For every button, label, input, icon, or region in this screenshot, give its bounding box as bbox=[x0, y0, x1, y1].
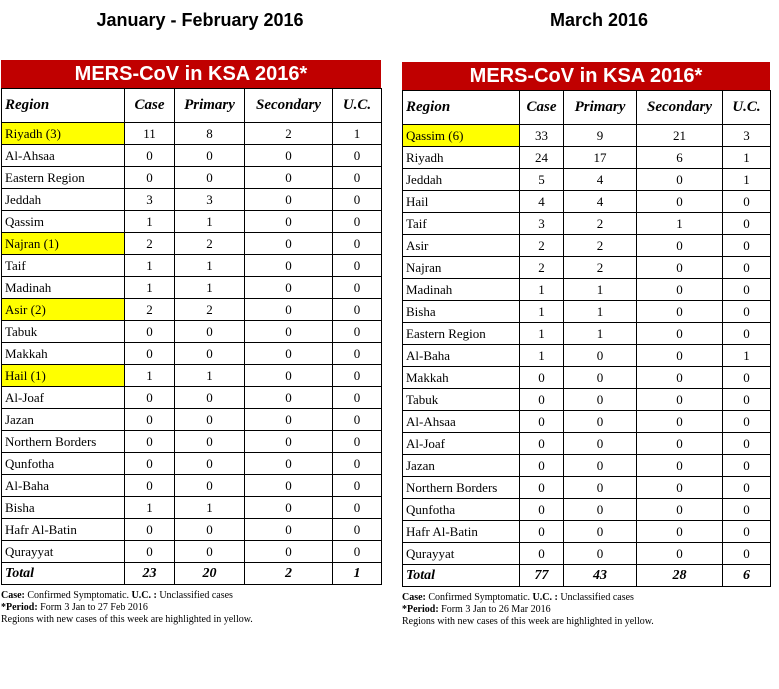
primary-cell: 8 bbox=[175, 123, 245, 145]
uc-cell: 0 bbox=[723, 213, 771, 235]
primary-cell: 2 bbox=[564, 213, 637, 235]
uc-cell: 0 bbox=[333, 387, 382, 409]
case-cell: 0 bbox=[125, 431, 175, 453]
uc-cell: 0 bbox=[723, 521, 771, 543]
case-cell: 5 bbox=[520, 169, 564, 191]
secondary-cell: 0 bbox=[637, 191, 723, 213]
region-cell: Makkah bbox=[2, 343, 125, 365]
region-cell: Riyadh bbox=[403, 147, 520, 169]
primary-cell: 0 bbox=[564, 345, 637, 367]
secondary-cell: 0 bbox=[245, 365, 333, 387]
primary-cell: 0 bbox=[564, 477, 637, 499]
col-header-uc: U.C. bbox=[723, 91, 771, 125]
table-row bbox=[403, 433, 771, 455]
table-row bbox=[403, 411, 771, 433]
region-cell: Bisha bbox=[403, 301, 520, 323]
case-cell: 0 bbox=[125, 519, 175, 541]
primary-cell: 2 bbox=[175, 299, 245, 321]
region-cell: Hafr Al-Batin bbox=[403, 521, 520, 543]
table-row bbox=[403, 169, 771, 191]
primary-cell: 1 bbox=[175, 365, 245, 387]
table-row bbox=[403, 301, 771, 323]
case-cell: 0 bbox=[125, 321, 175, 343]
region-cell: Jeddah bbox=[403, 169, 520, 191]
region-cell: Al-Joaf bbox=[2, 387, 125, 409]
col-header-case: Case bbox=[520, 91, 564, 125]
case-cell: 2 bbox=[125, 299, 175, 321]
case-cell: 0 bbox=[520, 367, 564, 389]
footnote-uc-text: Unclassified cases bbox=[156, 590, 233, 601]
region-cell: Qurayyat bbox=[403, 543, 520, 565]
region-cell: Tabuk bbox=[2, 321, 125, 343]
secondary-cell: 0 bbox=[637, 257, 723, 279]
table-row bbox=[2, 519, 382, 541]
primary-cell: 9 bbox=[564, 125, 637, 147]
uc-cell: 0 bbox=[723, 279, 771, 301]
right-footnote bbox=[402, 592, 770, 628]
table-row bbox=[403, 147, 771, 169]
primary-cell: 1 bbox=[175, 255, 245, 277]
secondary-cell: 0 bbox=[245, 189, 333, 211]
region-cell: Eastern Region bbox=[403, 323, 520, 345]
case-cell: 1 bbox=[125, 277, 175, 299]
primary-cell: 0 bbox=[175, 541, 245, 563]
left-panel bbox=[1, 60, 381, 626]
region-cell: Eastern Region bbox=[2, 167, 125, 189]
footnote-highlight-note: Regions with new cases of this week are highlighted in yellow. bbox=[1, 614, 253, 625]
uc-cell: 0 bbox=[723, 477, 771, 499]
case-cell: 33 bbox=[520, 125, 564, 147]
case-cell: 1 bbox=[125, 255, 175, 277]
region-cell: Madinah bbox=[403, 279, 520, 301]
table-row bbox=[403, 345, 771, 367]
table-row bbox=[2, 365, 382, 387]
table-row bbox=[403, 367, 771, 389]
table-row bbox=[403, 279, 771, 301]
uc-cell: 0 bbox=[723, 367, 771, 389]
table-row bbox=[2, 387, 382, 409]
primary-cell: 0 bbox=[564, 433, 637, 455]
footnote-uc-label: U.C. : bbox=[532, 592, 558, 603]
secondary-cell: 0 bbox=[245, 431, 333, 453]
case-cell: 1 bbox=[125, 497, 175, 519]
left-banner: MERS-CoV in KSA 2016* bbox=[1, 60, 381, 88]
uc-cell: 0 bbox=[333, 299, 382, 321]
col-header-region: Region bbox=[403, 91, 520, 125]
secondary-cell: 0 bbox=[637, 301, 723, 323]
col-header-primary: Primary bbox=[564, 91, 637, 125]
case-cell: 2 bbox=[520, 257, 564, 279]
right-header-row bbox=[403, 91, 771, 125]
uc-cell: 0 bbox=[333, 255, 382, 277]
footnote-case-label: Case: bbox=[1, 590, 25, 601]
secondary-cell: 0 bbox=[245, 453, 333, 475]
secondary-cell: 0 bbox=[245, 233, 333, 255]
region-cell: Madinah bbox=[2, 277, 125, 299]
case-cell: 1 bbox=[520, 301, 564, 323]
footnote-uc-label: U.C. : bbox=[131, 590, 157, 601]
secondary-cell: 6 bbox=[637, 147, 723, 169]
table-row bbox=[403, 125, 771, 147]
region-cell: Jazan bbox=[403, 455, 520, 477]
primary-cell: 0 bbox=[564, 521, 637, 543]
region-cell: Jeddah bbox=[2, 189, 125, 211]
left-footnote bbox=[1, 590, 381, 626]
region-cell: Northern Borders bbox=[2, 431, 125, 453]
table-row bbox=[403, 235, 771, 257]
secondary-cell: 0 bbox=[637, 499, 723, 521]
uc-cell: 0 bbox=[333, 189, 382, 211]
footnote-uc-text: Unclassified cases bbox=[557, 592, 634, 603]
right-table bbox=[402, 90, 771, 587]
uc-cell: 0 bbox=[723, 499, 771, 521]
uc-cell: 0 bbox=[723, 389, 771, 411]
table-row bbox=[403, 499, 771, 521]
region-cell: Asir bbox=[403, 235, 520, 257]
uc-cell: 0 bbox=[333, 211, 382, 233]
case-cell: 0 bbox=[520, 389, 564, 411]
secondary-cell: 0 bbox=[637, 345, 723, 367]
secondary-cell: 0 bbox=[637, 455, 723, 477]
region-cell: Hail bbox=[403, 191, 520, 213]
table-row bbox=[2, 167, 382, 189]
table-row bbox=[2, 321, 382, 343]
table-row bbox=[2, 123, 382, 145]
uc-cell: 0 bbox=[333, 475, 382, 497]
table-row bbox=[2, 145, 382, 167]
total-row bbox=[403, 565, 771, 587]
table-row bbox=[2, 211, 382, 233]
uc-cell: 0 bbox=[333, 321, 382, 343]
case-cell: 1 bbox=[125, 365, 175, 387]
region-cell: Qunfotha bbox=[403, 499, 520, 521]
primary-cell: 0 bbox=[175, 343, 245, 365]
primary-cell: 0 bbox=[175, 387, 245, 409]
uc-cell: 0 bbox=[333, 233, 382, 255]
col-header-secondary: Secondary bbox=[245, 89, 333, 123]
uc-cell: 1 bbox=[723, 147, 771, 169]
secondary-cell: 0 bbox=[245, 541, 333, 563]
table-row bbox=[403, 213, 771, 235]
primary-cell: 4 bbox=[564, 191, 637, 213]
left-heading: January - February 2016 bbox=[96, 10, 304, 30]
uc-cell: 0 bbox=[723, 323, 771, 345]
primary-cell: 2 bbox=[175, 233, 245, 255]
footnote-case-text: Confirmed Symptomatic. bbox=[24, 590, 132, 601]
col-header-case: Case bbox=[125, 89, 175, 123]
total-secondary: 2 bbox=[245, 563, 333, 585]
case-cell: 0 bbox=[520, 477, 564, 499]
case-cell: 3 bbox=[125, 189, 175, 211]
uc-cell: 3 bbox=[723, 125, 771, 147]
region-cell: Najran (1) bbox=[2, 233, 125, 255]
uc-cell: 0 bbox=[723, 235, 771, 257]
case-cell: 0 bbox=[125, 167, 175, 189]
secondary-cell: 0 bbox=[245, 343, 333, 365]
table-row bbox=[2, 189, 382, 211]
table-row bbox=[2, 409, 382, 431]
table-row bbox=[403, 455, 771, 477]
primary-cell: 0 bbox=[175, 519, 245, 541]
footnote-period-text: Form 3 Jan to 27 Feb 2016 bbox=[37, 602, 148, 613]
col-header-secondary: Secondary bbox=[637, 91, 723, 125]
secondary-cell: 0 bbox=[245, 519, 333, 541]
secondary-cell: 0 bbox=[637, 169, 723, 191]
uc-cell: 0 bbox=[723, 411, 771, 433]
primary-cell: 0 bbox=[175, 431, 245, 453]
secondary-cell: 0 bbox=[245, 409, 333, 431]
region-cell: Qurayyat bbox=[2, 541, 125, 563]
secondary-cell: 0 bbox=[245, 387, 333, 409]
total-secondary: 28 bbox=[637, 565, 723, 587]
case-cell: 0 bbox=[125, 409, 175, 431]
case-cell: 2 bbox=[125, 233, 175, 255]
uc-cell: 0 bbox=[723, 433, 771, 455]
secondary-cell: 0 bbox=[245, 475, 333, 497]
region-cell: Al-Joaf bbox=[403, 433, 520, 455]
primary-cell: 17 bbox=[564, 147, 637, 169]
secondary-cell: 0 bbox=[245, 167, 333, 189]
secondary-cell: 0 bbox=[637, 411, 723, 433]
case-cell: 0 bbox=[520, 499, 564, 521]
secondary-cell: 0 bbox=[637, 433, 723, 455]
uc-cell: 0 bbox=[333, 167, 382, 189]
primary-cell: 0 bbox=[175, 321, 245, 343]
uc-cell: 1 bbox=[333, 123, 382, 145]
secondary-cell: 0 bbox=[637, 543, 723, 565]
uc-cell: 0 bbox=[723, 257, 771, 279]
secondary-cell: 0 bbox=[637, 367, 723, 389]
case-cell: 0 bbox=[520, 411, 564, 433]
secondary-cell: 0 bbox=[637, 279, 723, 301]
right-heading: March 2016 bbox=[549, 10, 649, 30]
primary-cell: 0 bbox=[175, 453, 245, 475]
col-header-primary: Primary bbox=[175, 89, 245, 123]
footnote-period-text: Form 3 Jan to 26 Mar 2016 bbox=[438, 604, 551, 615]
region-cell: Qunfotha bbox=[2, 453, 125, 475]
region-cell: Najran bbox=[403, 257, 520, 279]
total-row bbox=[2, 563, 382, 585]
region-cell: Jazan bbox=[2, 409, 125, 431]
table-row bbox=[2, 431, 382, 453]
total-case: 77 bbox=[520, 565, 564, 587]
region-cell: Taif bbox=[403, 213, 520, 235]
case-cell: 1 bbox=[520, 279, 564, 301]
primary-cell: 2 bbox=[564, 257, 637, 279]
total-uc: 1 bbox=[333, 563, 382, 585]
footnote-case-text: Confirmed Symptomatic. bbox=[425, 592, 533, 603]
secondary-cell: 0 bbox=[637, 235, 723, 257]
primary-cell: 0 bbox=[564, 455, 637, 477]
primary-cell: 0 bbox=[175, 167, 245, 189]
primary-cell: 0 bbox=[564, 411, 637, 433]
table-row bbox=[403, 543, 771, 565]
table-row bbox=[2, 453, 382, 475]
total-primary: 43 bbox=[564, 565, 637, 587]
total-primary: 20 bbox=[175, 563, 245, 585]
region-cell: Al-Ahsaa bbox=[2, 145, 125, 167]
table-row bbox=[2, 233, 382, 255]
secondary-cell: 0 bbox=[245, 321, 333, 343]
region-cell: Al-Baha bbox=[2, 475, 125, 497]
primary-cell: 1 bbox=[564, 279, 637, 301]
table-row bbox=[403, 323, 771, 345]
region-cell: Taif bbox=[2, 255, 125, 277]
case-cell: 1 bbox=[520, 345, 564, 367]
total-label: Total bbox=[2, 563, 125, 585]
table-row bbox=[403, 389, 771, 411]
region-cell: Riyadh (3) bbox=[2, 123, 125, 145]
uc-cell: 0 bbox=[723, 543, 771, 565]
uc-cell: 0 bbox=[333, 409, 382, 431]
secondary-cell: 0 bbox=[245, 299, 333, 321]
region-cell: Qassim (6) bbox=[403, 125, 520, 147]
secondary-cell: 0 bbox=[245, 497, 333, 519]
case-cell: 0 bbox=[125, 541, 175, 563]
case-cell: 0 bbox=[125, 145, 175, 167]
primary-cell: 4 bbox=[564, 169, 637, 191]
primary-cell: 2 bbox=[564, 235, 637, 257]
secondary-cell: 21 bbox=[637, 125, 723, 147]
total-uc: 6 bbox=[723, 565, 771, 587]
case-cell: 0 bbox=[125, 387, 175, 409]
case-cell: 3 bbox=[520, 213, 564, 235]
uc-cell: 0 bbox=[333, 453, 382, 475]
table-row bbox=[2, 255, 382, 277]
primary-cell: 0 bbox=[564, 389, 637, 411]
primary-cell: 0 bbox=[564, 543, 637, 565]
case-cell: 0 bbox=[520, 433, 564, 455]
col-header-uc: U.C. bbox=[333, 89, 382, 123]
table-row bbox=[2, 497, 382, 519]
primary-cell: 0 bbox=[564, 499, 637, 521]
left-table bbox=[1, 88, 382, 585]
secondary-cell: 0 bbox=[245, 277, 333, 299]
case-cell: 11 bbox=[125, 123, 175, 145]
case-cell: 1 bbox=[520, 323, 564, 345]
total-label: Total bbox=[403, 565, 520, 587]
footnote-case-label: Case: bbox=[402, 592, 426, 603]
secondary-cell: 0 bbox=[637, 389, 723, 411]
secondary-cell: 2 bbox=[245, 123, 333, 145]
footnote-period-label: *Period: bbox=[1, 602, 38, 613]
case-cell: 1 bbox=[125, 211, 175, 233]
uc-cell: 0 bbox=[723, 455, 771, 477]
primary-cell: 1 bbox=[564, 301, 637, 323]
table-row bbox=[2, 343, 382, 365]
secondary-cell: 1 bbox=[637, 213, 723, 235]
primary-cell: 0 bbox=[175, 475, 245, 497]
uc-cell: 0 bbox=[333, 541, 382, 563]
secondary-cell: 0 bbox=[245, 255, 333, 277]
total-case: 23 bbox=[125, 563, 175, 585]
table-row bbox=[403, 191, 771, 213]
primary-cell: 1 bbox=[175, 211, 245, 233]
case-cell: 24 bbox=[520, 147, 564, 169]
uc-cell: 0 bbox=[333, 431, 382, 453]
case-cell: 0 bbox=[520, 455, 564, 477]
table-row bbox=[403, 257, 771, 279]
secondary-cell: 0 bbox=[637, 477, 723, 499]
secondary-cell: 0 bbox=[245, 211, 333, 233]
primary-cell: 3 bbox=[175, 189, 245, 211]
uc-cell: 0 bbox=[333, 145, 382, 167]
primary-cell: 0 bbox=[175, 409, 245, 431]
primary-cell: 1 bbox=[175, 277, 245, 299]
case-cell: 4 bbox=[520, 191, 564, 213]
case-cell: 0 bbox=[125, 343, 175, 365]
table-row bbox=[403, 521, 771, 543]
uc-cell: 1 bbox=[723, 169, 771, 191]
primary-cell: 0 bbox=[564, 367, 637, 389]
case-cell: 0 bbox=[125, 453, 175, 475]
left-table-body bbox=[2, 123, 382, 585]
uc-cell: 0 bbox=[723, 301, 771, 323]
table-row bbox=[403, 477, 771, 499]
region-cell: Bisha bbox=[2, 497, 125, 519]
footnote-highlight-note: Regions with new cases of this week are highlighted in yellow. bbox=[402, 616, 654, 627]
secondary-cell: 0 bbox=[245, 145, 333, 167]
secondary-cell: 0 bbox=[637, 323, 723, 345]
uc-cell: 1 bbox=[723, 345, 771, 367]
region-cell: Makkah bbox=[403, 367, 520, 389]
region-cell: Al-Ahsaa bbox=[403, 411, 520, 433]
region-cell: Qassim bbox=[2, 211, 125, 233]
region-cell: Asir (2) bbox=[2, 299, 125, 321]
uc-cell: 0 bbox=[333, 277, 382, 299]
table-row bbox=[2, 277, 382, 299]
right-banner: MERS-CoV in KSA 2016* bbox=[402, 62, 770, 90]
uc-cell: 0 bbox=[333, 365, 382, 387]
region-cell: Northern Borders bbox=[403, 477, 520, 499]
case-cell: 0 bbox=[520, 521, 564, 543]
table-row bbox=[2, 299, 382, 321]
left-header-row bbox=[2, 89, 382, 123]
case-cell: 0 bbox=[520, 543, 564, 565]
right-table-body bbox=[403, 125, 771, 587]
uc-cell: 0 bbox=[333, 519, 382, 541]
table-row bbox=[2, 541, 382, 563]
primary-cell: 1 bbox=[175, 497, 245, 519]
region-cell: Tabuk bbox=[403, 389, 520, 411]
table-row bbox=[2, 475, 382, 497]
right-panel bbox=[402, 62, 770, 628]
case-cell: 2 bbox=[520, 235, 564, 257]
uc-cell: 0 bbox=[333, 343, 382, 365]
region-cell: Hafr Al-Batin bbox=[2, 519, 125, 541]
uc-cell: 0 bbox=[333, 497, 382, 519]
region-cell: Al-Baha bbox=[403, 345, 520, 367]
primary-cell: 1 bbox=[564, 323, 637, 345]
secondary-cell: 0 bbox=[637, 521, 723, 543]
case-cell: 0 bbox=[125, 475, 175, 497]
col-header-region: Region bbox=[2, 89, 125, 123]
footnote-period-label: *Period: bbox=[402, 604, 439, 615]
uc-cell: 0 bbox=[723, 191, 771, 213]
region-cell: Hail (1) bbox=[2, 365, 125, 387]
primary-cell: 0 bbox=[175, 145, 245, 167]
